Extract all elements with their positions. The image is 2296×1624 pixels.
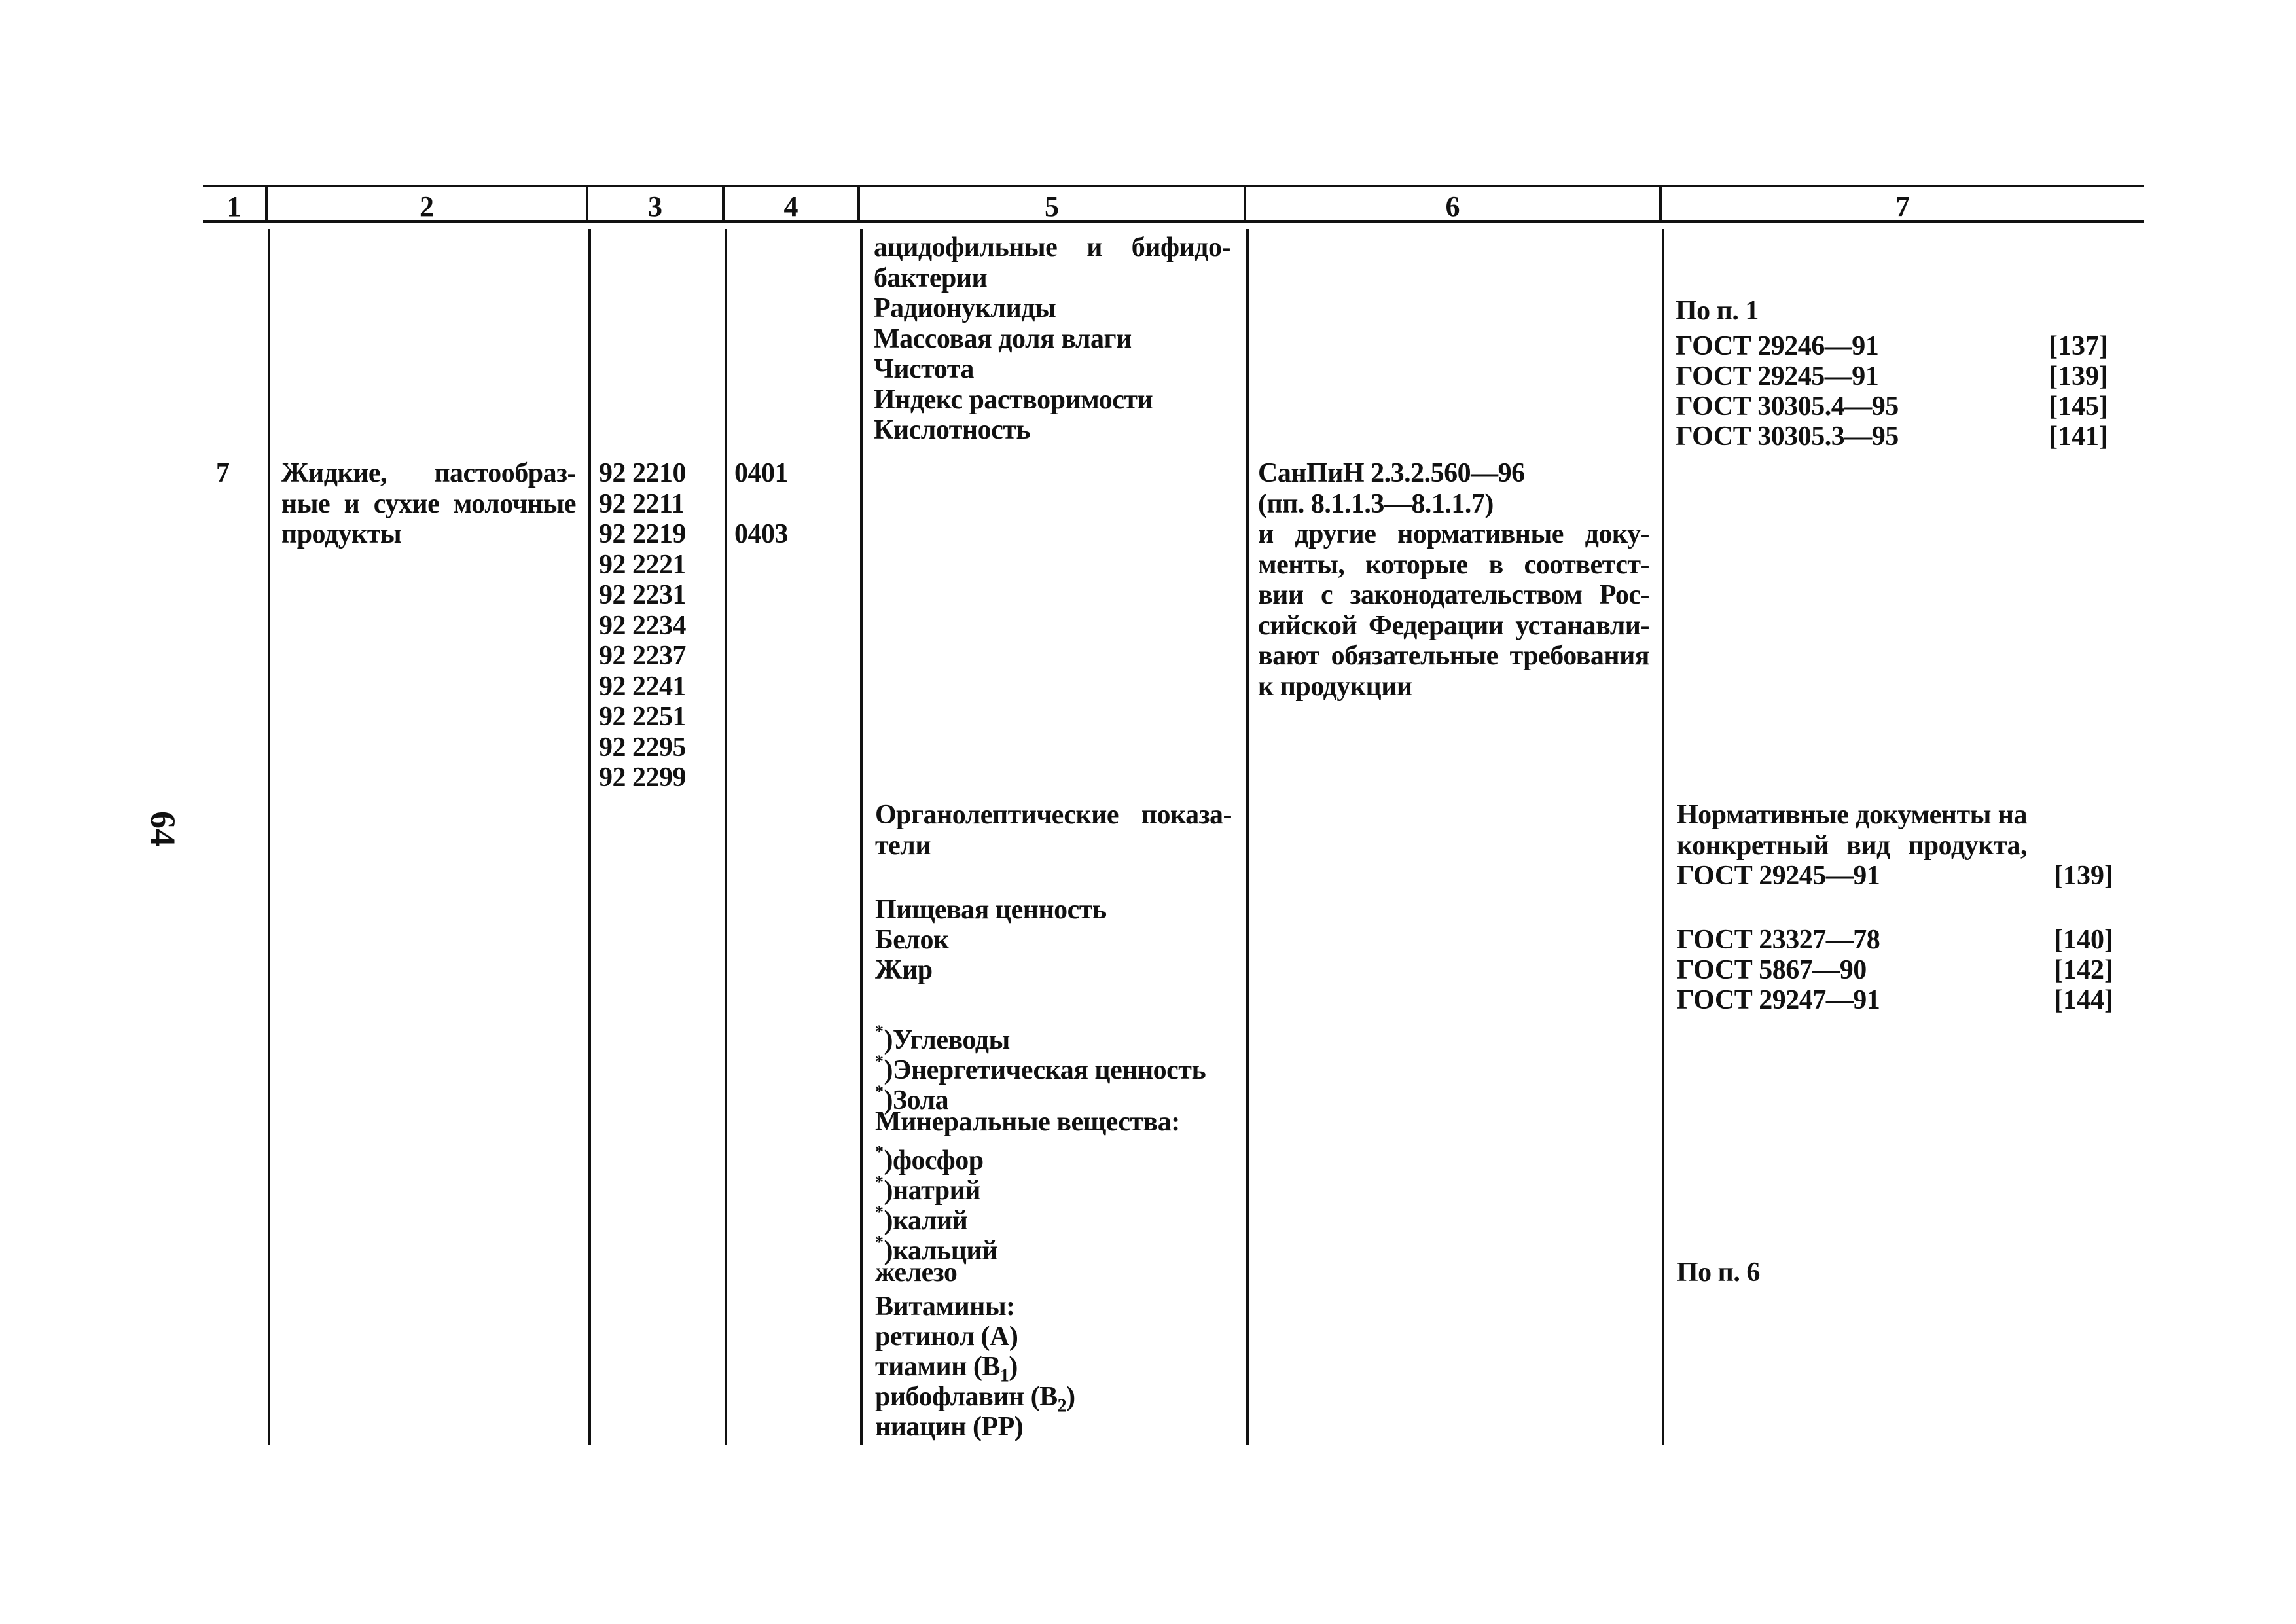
vitamin-text: тиамин (В <box>875 1352 1000 1382</box>
code-item: 92 2241 <box>599 671 686 702</box>
product-name <box>281 458 576 550</box>
product-name-line: Жидкие, пастообраз- <box>281 458 576 488</box>
code-item: 92 2211 <box>599 488 685 519</box>
column-header-7: 7 <box>1895 190 1910 223</box>
column-header-3: 3 <box>648 190 662 223</box>
column-separator <box>725 229 727 1445</box>
indicator-line: Кислотность <box>874 415 1031 445</box>
code-tnved: 0403 <box>734 519 788 549</box>
codes-okp <box>599 458 686 793</box>
organoleptic-method <box>1677 800 2027 892</box>
code-item: 92 2299 <box>599 763 686 793</box>
normative-line: и другие нормативные доку- <box>1258 519 1649 549</box>
indicators-top <box>874 232 1230 446</box>
row-number: 7 <box>216 458 230 488</box>
reference-number: [141] <box>2049 422 2108 452</box>
reference-number: [142] <box>2054 955 2113 985</box>
code-item: 92 2231 <box>599 580 686 610</box>
nutrition-title: Пищевая ценность <box>875 895 1107 925</box>
column-separator <box>588 229 591 1445</box>
organoleptic-method-line: Нормативные документы на <box>1677 800 2027 830</box>
code-item: 92 2237 <box>599 641 686 671</box>
indicator-line: Индекс растворимости <box>874 384 1153 415</box>
asterisk-mark: * <box>875 1142 884 1161</box>
method-line: ГОСТ 29245—91 <box>1676 361 1879 391</box>
method-protein: ГОСТ 23327—78 <box>1677 925 1880 955</box>
indicator-text: )натрий <box>884 1176 980 1206</box>
nutrition-fat: Жир <box>875 955 933 985</box>
header-top-rule <box>203 185 2144 187</box>
indicator-text: )Углеводы <box>884 1025 1010 1055</box>
product-name-line: продукты <box>281 519 402 549</box>
normative-line: вают обязательные требования <box>1258 641 1649 671</box>
column-separator <box>268 229 270 1445</box>
organoleptic-method-line: ГОСТ 29245—91 <box>1677 861 1880 891</box>
product-name-line: ные и сухие молочные <box>281 488 576 519</box>
method-line: ГОСТ 30305.3—95 <box>1676 422 1899 452</box>
indicator-text: )Энергетическая ценность <box>884 1055 1206 1085</box>
reference-number: [139] <box>2049 361 2108 391</box>
normative-documents <box>1258 458 1649 702</box>
code-tnved: 0401 <box>734 458 788 488</box>
page-number: 64 <box>143 811 183 846</box>
column-separator <box>1246 229 1249 1445</box>
vitamin-text: рибофлавин (В <box>875 1382 1058 1412</box>
method-fat: ГОСТ 5867—90 <box>1677 955 1867 985</box>
vitamin-niacin: ниацин (РР) <box>875 1412 1024 1442</box>
reference-number: [139] <box>2054 861 2113 891</box>
normative-line: вии с законодательством Рос- <box>1258 580 1649 610</box>
subscript: 2 <box>1057 1396 1067 1416</box>
method-line: По п. 1 <box>1676 296 1759 326</box>
column-header-4: 4 <box>783 190 798 223</box>
indicator-line: Радионуклиды <box>874 293 1056 323</box>
column-header-1: 1 <box>226 190 242 223</box>
column-header-2: 2 <box>420 190 434 223</box>
column-separator <box>860 229 863 1445</box>
subscript: 1 <box>999 1365 1009 1386</box>
organoleptic-line: Органолептические показа- <box>875 800 1232 830</box>
normative-line: менты, которые в соответст- <box>1258 549 1649 580</box>
reference-number: [145] <box>2049 391 2108 422</box>
method-line: ГОСТ 29246—91 <box>1676 331 1879 361</box>
code-item: 92 2221 <box>599 549 686 580</box>
code-item: 92 2219 <box>599 519 686 549</box>
vitamin-text: ) <box>1009 1352 1018 1382</box>
asterisk-mark: * <box>875 1202 884 1221</box>
vitamin-text: ) <box>1066 1382 1075 1412</box>
organoleptic-indicator <box>875 800 1232 861</box>
code-item: 92 2234 <box>599 610 686 641</box>
iron-method: По п. 6 <box>1677 1257 1760 1288</box>
method-third: ГОСТ 29247—91 <box>1677 985 1880 1015</box>
normative-line: (пп. 8.1.1.3—8.1.1.7) <box>1258 488 1494 519</box>
nutrition-protein: Белок <box>875 925 949 955</box>
reference-number: [144] <box>2054 985 2113 1015</box>
asterisk-mark: * <box>875 1022 884 1041</box>
indicator-line: ацидофильные и бифидо- <box>874 232 1230 262</box>
indicator-text: )Зола <box>884 1085 949 1115</box>
asterisk-mark: * <box>875 1172 884 1191</box>
asterisk-mark: * <box>875 1233 884 1252</box>
indicator-line: Массовая доля влаги <box>874 323 1132 354</box>
code-item: 92 2210 <box>599 458 686 488</box>
normative-line: сийской Федерации устанавли- <box>1258 610 1649 641</box>
organoleptic-method-line: конкретный вид продукта, <box>1677 830 2027 861</box>
indicator-text: )калий <box>884 1206 968 1236</box>
organoleptic-line: тели <box>875 830 931 861</box>
reference-number: [140] <box>2054 925 2113 955</box>
code-item: 92 2251 <box>599 702 686 732</box>
vitamins-title: Витамины: <box>875 1291 1015 1322</box>
vitamin-retinol: ретинол (А) <box>875 1322 1018 1352</box>
method-line: ГОСТ 30305.4—95 <box>1676 391 1899 422</box>
indicator-text: )кальций <box>884 1236 997 1266</box>
column-separator <box>1662 229 1664 1445</box>
normative-line: СанПиН 2.3.2.560—96 <box>1258 458 1525 488</box>
indicator-line: бактерии <box>874 262 988 293</box>
minerals-title: Минеральные вещества: <box>875 1107 1180 1137</box>
asterisk-mark: * <box>875 1082 884 1101</box>
normative-line: к продукции <box>1258 671 1412 702</box>
column-header-5: 5 <box>1045 190 1059 223</box>
reference-number: [137] <box>2049 331 2108 361</box>
column-header-6: 6 <box>1445 190 1460 223</box>
indicator-iron: железо <box>875 1257 958 1288</box>
indicator-line: Чистота <box>874 354 974 384</box>
asterisk-mark: * <box>875 1052 884 1071</box>
indicator-text: )фосфор <box>884 1146 984 1176</box>
code-item: 92 2295 <box>599 732 686 763</box>
